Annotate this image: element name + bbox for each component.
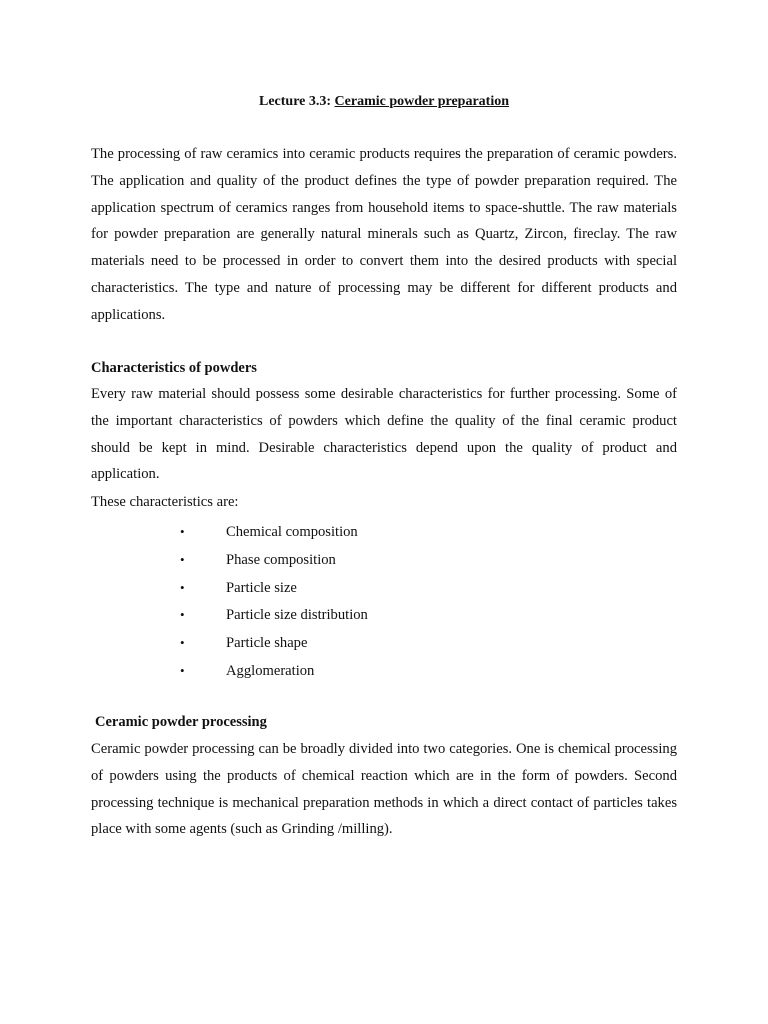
- list-item: [180, 574, 368, 602]
- bullet-icon: •: [180, 524, 185, 539]
- list-item: [180, 629, 368, 657]
- list-item-label: Chemical composition: [226, 524, 358, 540]
- title-prefix: Lecture 3.3:: [258, 94, 335, 109]
- page-title: [0, 92, 768, 112]
- section-heading-processing: Ceramic powder processing: [95, 714, 267, 730]
- bullet-icon: •: [180, 607, 185, 623]
- section-heading-characteristics: Characteristics of powders: [91, 360, 257, 376]
- bullet-icon: •: [180, 635, 185, 651]
- bullet-icon: •: [180, 551, 185, 567]
- characteristics-paragraph: Every raw material should possess some desirable characteristics for further processing. Some of the important characteristics of powders which define the quality of the final ceramic product should be kept in mind. Desirable characteristics depend upon the quality of product and application.: [91, 386, 677, 483]
- bullet-icon: •: [180, 662, 185, 678]
- list-intro: These characteristics are:: [91, 494, 239, 510]
- list-item: [180, 518, 368, 546]
- title-main: Ceramic powder preparation: [334, 94, 510, 109]
- bullet-icon: •: [180, 579, 185, 595]
- list-item-label: Particle size: [226, 579, 297, 596]
- list-item-label: Particle size distribution: [226, 607, 368, 624]
- list-item: [180, 601, 368, 629]
- characteristics-list: [180, 518, 368, 685]
- list-item-label: Particle shape: [226, 635, 308, 652]
- intro-paragraph: The processing of raw ceramics into ceramic products requires the preparation of ceramic powders. The application and quality of the product defines the type of powder preparation required. The application spectrum of ceramics ranges from household items to space-shuttle. The raw materials for powder preparation are generally natural minerals such as Quartz, Zircon, fireclay. The raw materials need to be processed in order to convert them into the desired products with special characteristics. The type and nature of processing may be different for different products and applications.: [91, 146, 677, 323]
- list-item-label: Phase composition: [226, 551, 336, 568]
- list-item: [180, 546, 368, 574]
- processing-paragraph: Ceramic powder processing can be broadly divided into two categories. One is chemical processing of powders using the products of chemical reaction which are in the form of powders. Second processing technique is mechanical preparation methods in which a direct contact of particles takes place with some agents (such as Grinding /milling).: [91, 741, 677, 838]
- list-item-label: Agglomeration: [226, 662, 315, 679]
- list-item: [180, 657, 368, 685]
